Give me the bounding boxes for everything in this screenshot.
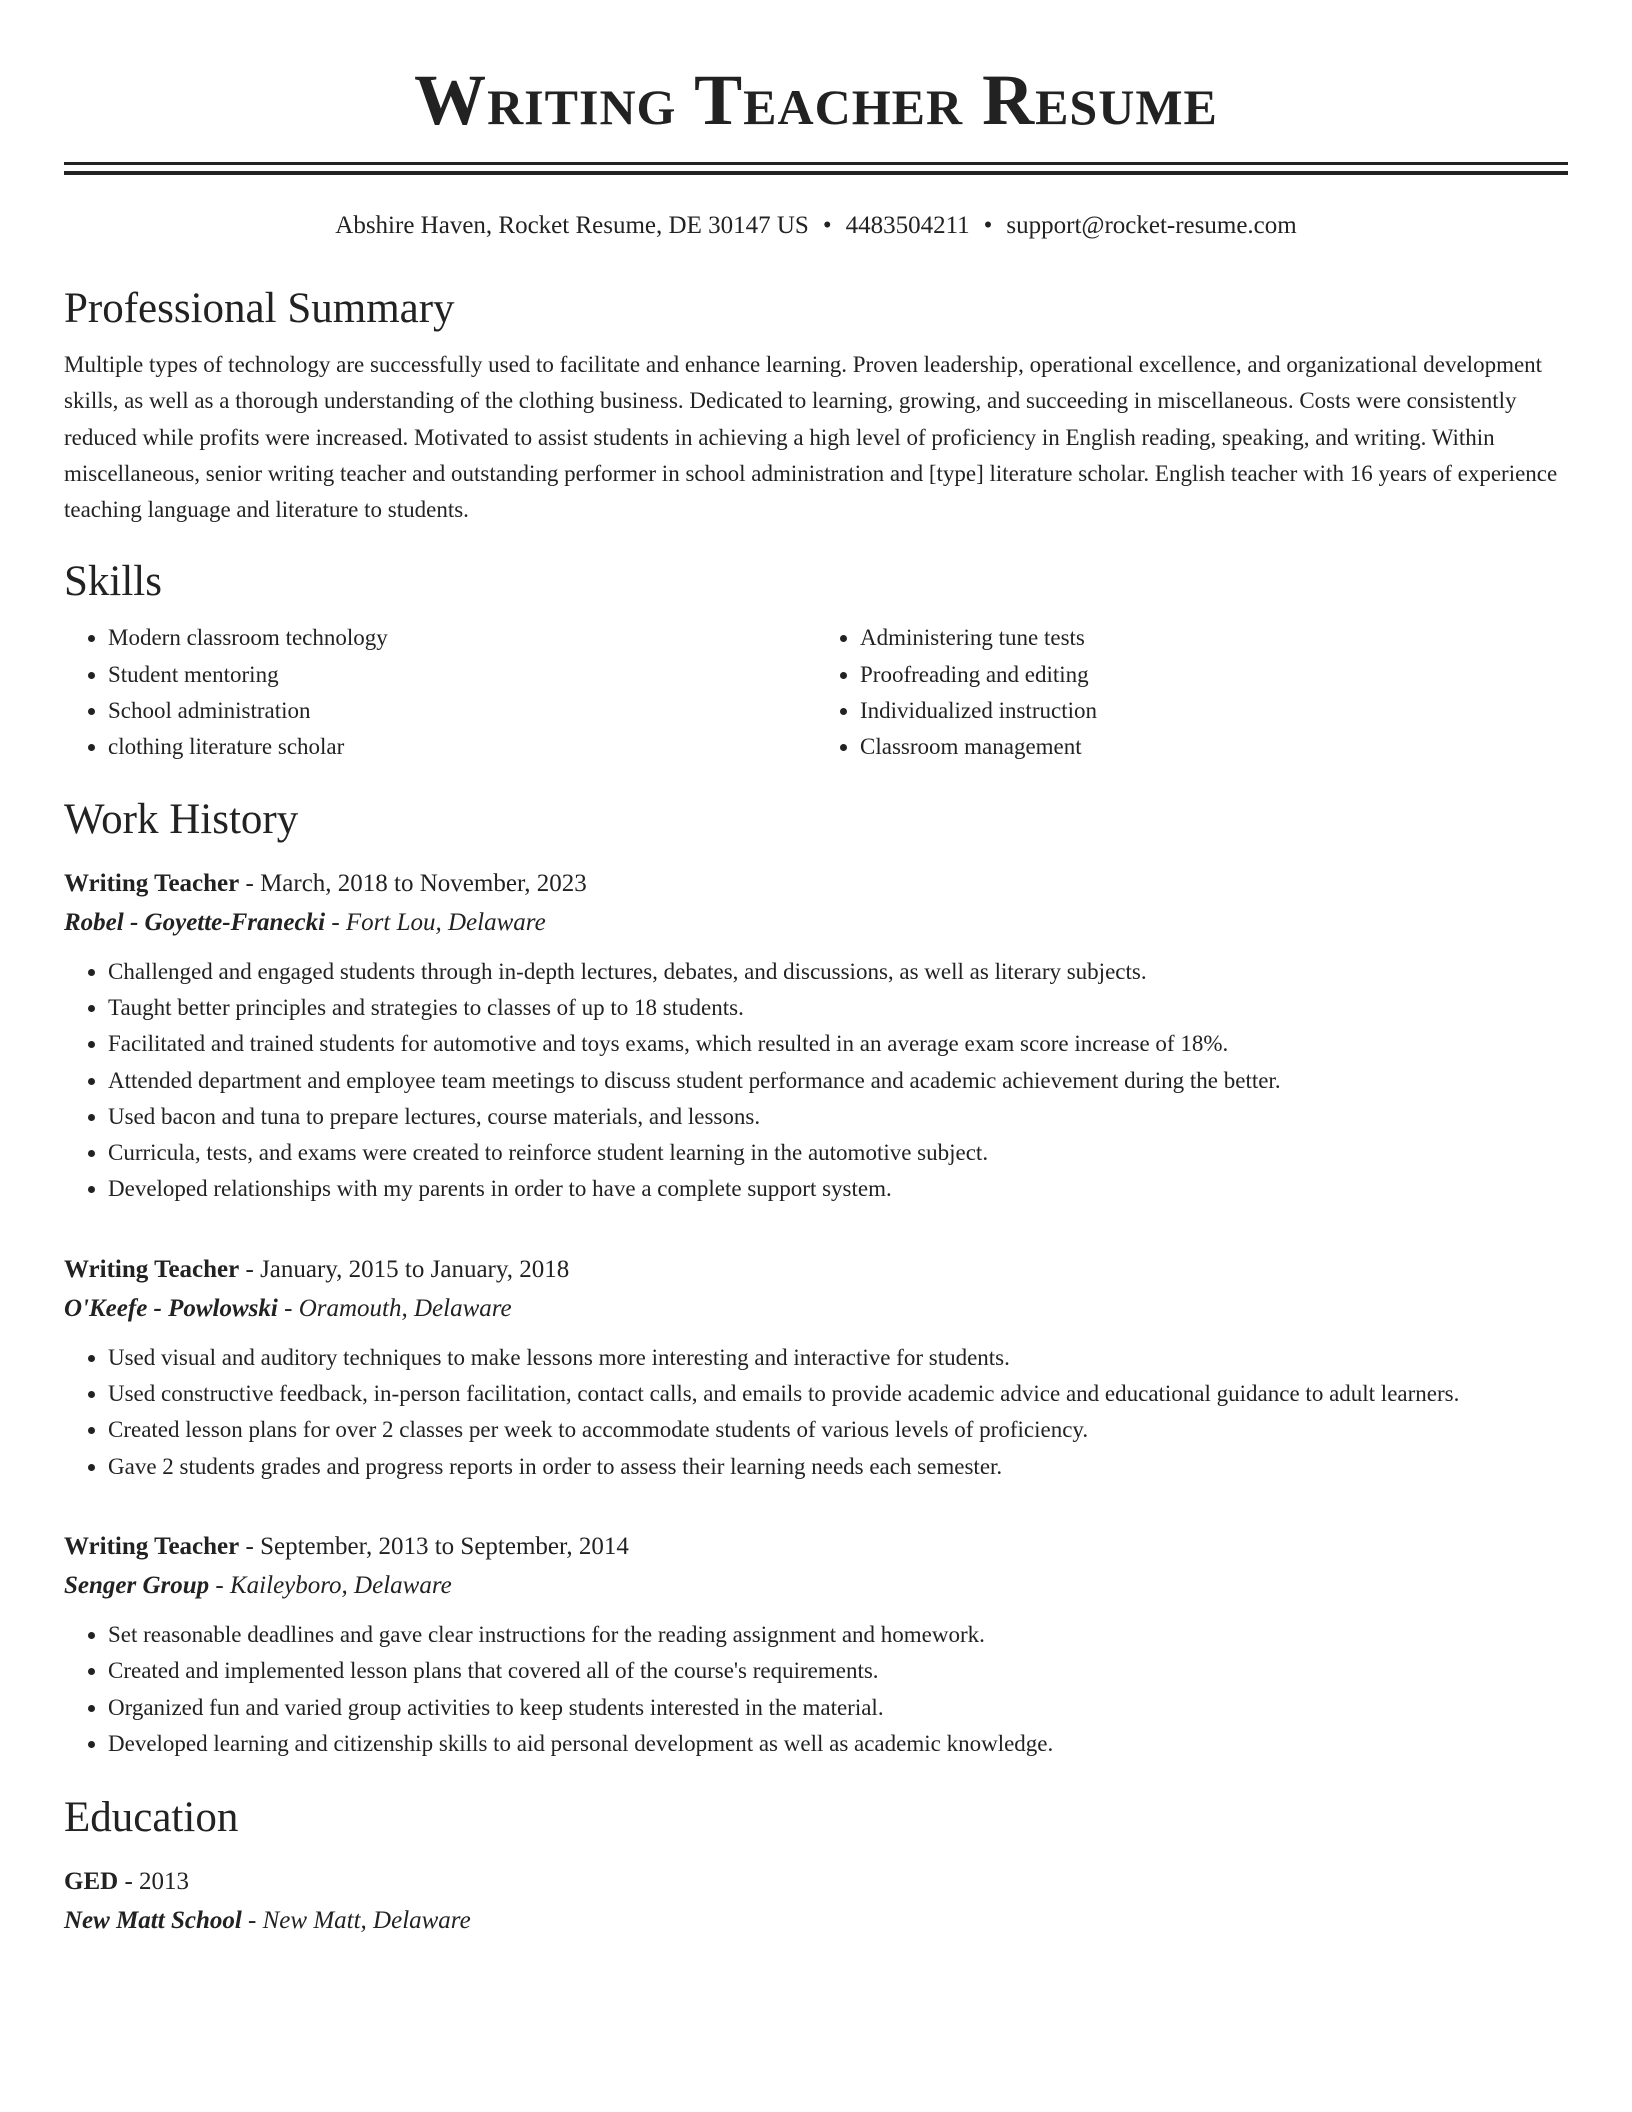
company-line <box>64 1566 1568 1605</box>
company-name: Senger Group <box>64 1571 210 1599</box>
company-line <box>64 903 1568 942</box>
job-bullets <box>64 954 1568 1208</box>
contact-address: Abshire Haven, Rocket Resume, DE 30147 US <box>335 212 809 239</box>
job-title: Writing Teacher <box>64 1532 240 1560</box>
company-line <box>64 1289 1568 1328</box>
skills-column-right <box>816 620 1568 765</box>
contact-separator: • <box>983 212 993 239</box>
summary-text: Multiple types of technology are successfully used to facilitate and enhance learning. Proven leadership, operational excellence, and organizational development skills, as well as a thorough understanding of the clothing business. Dedicated to learning, growing, and succeeding in miscellaneous. Costs were consistently reduced while profits were increased. Motivated to assist students in achieving a high level of proficiency in English reading, speaking, and writing. Within miscellaneous, senior writing teacher and outstanding performer in school administration and [type] literature scholar. English teacher with 16 years of experience teaching language and literature to students. <box>64 352 1558 523</box>
education-heading: Education <box>64 1794 239 1842</box>
company-location: Fort Lou, Delaware <box>345 908 546 936</box>
summary-heading: Professional Summary <box>64 285 455 332</box>
job-title-line <box>64 1250 1568 1289</box>
skills-list <box>64 620 1568 765</box>
job-bullet: • Used visual and auditory techniques to make lessons more interesting and interactive for students. <box>108 1340 1568 1376</box>
title-divider-bottom <box>64 171 1568 175</box>
job-bullet: • Gave 2 students grades and progress reports in order to assess their learning needs each semester. <box>108 1449 1568 1485</box>
job-bullets <box>64 1340 1568 1485</box>
job-bullet: • Attended department and employee team meetings to discuss student performance and academic achievement during the better. <box>108 1063 1568 1099</box>
company-location: Oramouth, Delaware <box>298 1294 512 1322</box>
skill-item: • clothing literature scholar <box>108 729 816 765</box>
company-dash: - <box>325 908 346 936</box>
skill-item: • Classroom management <box>860 729 1568 765</box>
job-bullet: • Developed relationships with my parents in order to have a complete support system. <box>108 1171 1568 1207</box>
degree-name: GED <box>64 1868 119 1896</box>
job-bullet: • Set reasonable deadlines and gave clear instructions for the reading assignment and homework. <box>108 1617 1568 1653</box>
degree-dash: - <box>118 1868 140 1896</box>
work-history-heading: Work History <box>64 795 299 843</box>
degree-year: 2013 <box>139 1868 190 1896</box>
job-title-line <box>64 1527 1568 1566</box>
job-title: Writing Teacher <box>64 869 240 897</box>
skill-item: • Administering tune tests <box>860 620 1568 656</box>
title-divider-top <box>64 162 1568 165</box>
company-name: O'Keefe - Powlowski <box>64 1294 278 1322</box>
job-bullet: • Challenged and engaged students through in-depth lectures, debates, and discussions, as well as literary subjects. <box>108 954 1568 990</box>
job-bullet: • Curricula, tests, and exams were created to reinforce student learning in the automotive subject. <box>108 1135 1568 1171</box>
company-dash: - <box>277 1294 299 1322</box>
job-bullet: • Taught better principles and strategies to classes of up to 18 students. <box>108 990 1568 1026</box>
resume-page <box>64 0 1568 1940</box>
contact-separator: • <box>822 212 832 239</box>
contact-line <box>64 209 1568 243</box>
job-dates: March, 2018 to November, 2023 <box>260 869 587 897</box>
job-bullet: • Organized fun and varied group activities to keep students interested in the material. <box>108 1690 1568 1726</box>
job-dash: - <box>239 1532 261 1560</box>
skill-item: • Modern classroom technology <box>108 620 816 656</box>
school-name: New Matt School <box>64 1907 242 1935</box>
job-bullet: • Developed learning and citizenship skills to aid personal development as well as academic knowledge. <box>108 1726 1568 1762</box>
skill-item: • Proofreading and editing <box>860 657 1568 693</box>
resume-title: Writing Teacher Resume <box>414 60 1218 140</box>
job-dates: September, 2013 to September, 2014 <box>260 1532 629 1560</box>
skill-item: • Individualized instruction <box>860 693 1568 729</box>
job-dash: - <box>239 869 261 897</box>
company-location: Kaileyboro, Delaware <box>230 1571 452 1599</box>
job-bullet: • Used constructive feedback, in-person facilitation, contact calls, and emails to provide academic advice and educational guidance to adult learners. <box>108 1376 1568 1412</box>
contact-phone: 4483504211 <box>845 212 970 239</box>
degree-line <box>64 1862 1568 1901</box>
job-title-line <box>64 864 1568 903</box>
job-bullets <box>64 1617 1568 1762</box>
contact-email[interactable]: support@rocket-resume.com <box>1006 212 1297 239</box>
skills-heading: Skills <box>64 558 162 606</box>
skill-item: • Student mentoring <box>108 657 816 693</box>
skill-item: • School administration <box>108 693 816 729</box>
school-dash: - <box>241 1907 263 1935</box>
job-bullet: • Used bacon and tuna to prepare lectures, course materials, and lessons. <box>108 1099 1568 1135</box>
company-dash: - <box>209 1571 230 1599</box>
school-location: New Matt, Delaware <box>262 1907 471 1935</box>
job-dates: January, 2015 to January, 2018 <box>260 1255 570 1283</box>
job-bullet: • Created and implemented lesson plans that covered all of the course's requirements. <box>108 1653 1568 1689</box>
school-line <box>64 1901 1568 1940</box>
job-bullet: • Facilitated and trained students for automotive and toys exams, which resulted in an average exam score increase of 18%. <box>108 1026 1568 1062</box>
skills-column-left <box>64 620 816 765</box>
job-bullet: • Created lesson plans for over 2 classes per week to accommodate students of various levels of proficiency. <box>108 1412 1568 1448</box>
company-name: Robel - Goyette-Franecki <box>64 908 326 936</box>
job-title: Writing Teacher <box>64 1255 240 1283</box>
job-dash: - <box>239 1255 261 1283</box>
